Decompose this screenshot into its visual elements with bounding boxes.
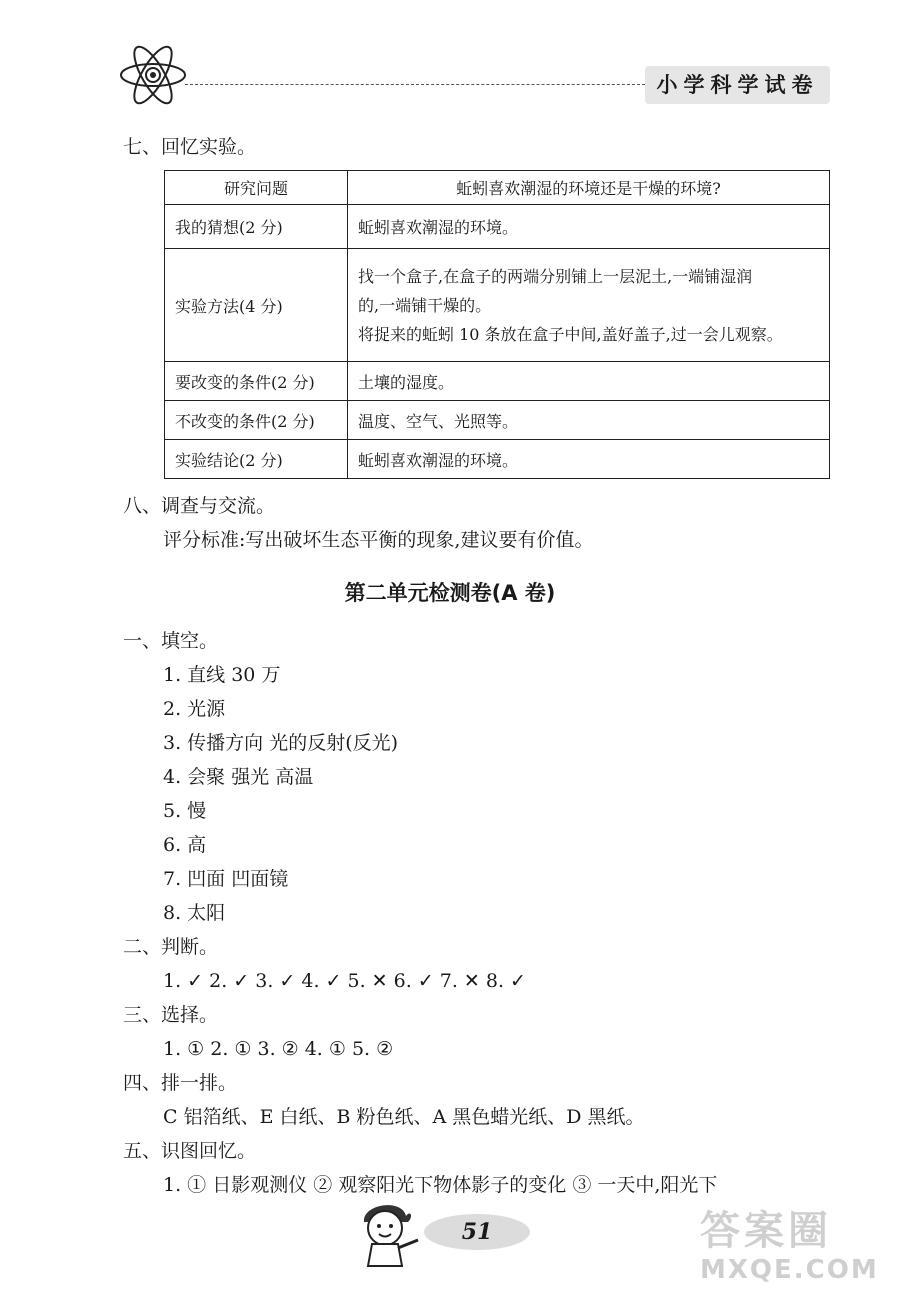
watermark-line2: MXQE.COM bbox=[700, 1255, 879, 1285]
part2-answers: 1. ✓ 2. ✓ 3. ✓ 4. ✓ 5. ✕ 6. ✓ 7. ✕ 8. ✓ bbox=[163, 970, 526, 992]
table-row bbox=[165, 249, 830, 362]
list-item: 4. 会聚 强光 高温 bbox=[163, 766, 314, 788]
list-item: 2. 光源 bbox=[163, 698, 226, 720]
table-cell-label: 不改变的条件(2 分) bbox=[165, 401, 348, 440]
method-line: 的,一端铺干燥的。 bbox=[358, 295, 492, 315]
table-cell-value bbox=[348, 249, 830, 362]
part5-answer: 1. ① 日影观测仪 ② 观察阳光下物体影子的变化 ③ 一天中,阳光下 bbox=[163, 1174, 718, 1196]
table-cell-label: 研究问题 bbox=[165, 171, 348, 205]
list-item: 3. 传播方向 光的反射(反光) bbox=[163, 732, 399, 754]
cartoon-boy-icon bbox=[352, 1196, 422, 1268]
page-number: 51 bbox=[461, 1219, 493, 1245]
table-row bbox=[165, 205, 830, 249]
section8-heading: 八、调查与交流。 bbox=[123, 495, 276, 517]
table-row bbox=[165, 401, 830, 440]
list-item: 1. 直线 30 万 bbox=[163, 664, 281, 686]
header-title: 小学科学试卷 bbox=[645, 66, 830, 104]
table-row bbox=[165, 440, 830, 479]
experiment-table bbox=[164, 170, 830, 479]
part4-heading: 四、排一排。 bbox=[123, 1072, 238, 1094]
header-rule bbox=[185, 84, 645, 85]
section7-heading: 七、回忆实验。 bbox=[123, 136, 257, 158]
method-line: 将捉来的蚯蚓 10 条放在盒子中间,盖好盖子,过一会儿观察。 bbox=[358, 324, 783, 344]
table-cell-value: 蚯蚓喜欢潮湿的环境。 bbox=[348, 205, 830, 249]
watermark-line1: 答案圈 bbox=[700, 1208, 832, 1254]
part2-heading: 二、判断。 bbox=[123, 936, 219, 958]
table-cell-label: 实验结论(2 分) bbox=[165, 440, 348, 479]
list-item: 7. 凹面 凹面镜 bbox=[163, 868, 289, 890]
atom-logo bbox=[118, 40, 188, 110]
list-item: 6. 高 bbox=[163, 834, 207, 856]
unit-title: 第二单元检测卷(A 卷) bbox=[344, 581, 556, 605]
table-row bbox=[165, 362, 830, 401]
part5-heading: 五、识图回忆。 bbox=[123, 1140, 257, 1162]
part1-heading: 一、填空。 bbox=[123, 630, 219, 652]
table-cell-label: 我的猜想(2 分) bbox=[165, 205, 348, 249]
table-cell-label: 实验方法(4 分) bbox=[165, 249, 348, 362]
watermark bbox=[700, 1208, 890, 1294]
section8-criteria: 评分标准:写出破坏生态平衡的现象,建议要有价值。 bbox=[163, 529, 594, 551]
mascot bbox=[352, 1196, 422, 1268]
table-cell-value: 蚯蚓喜欢潮湿的环境还是干燥的环境? bbox=[348, 171, 830, 205]
table-cell-label: 要改变的条件(2 分) bbox=[165, 362, 348, 401]
part3-answers: 1. ① 2. ① 3. ② 4. ① 5. ② bbox=[163, 1038, 394, 1060]
table-cell-value: 蚯蚓喜欢潮湿的环境。 bbox=[348, 440, 830, 479]
atom-icon bbox=[118, 40, 188, 110]
table-row bbox=[165, 171, 830, 205]
method-line: 找一个盒子,在盒子的两端分别铺上一层泥土,一端铺湿润 bbox=[358, 266, 753, 286]
list-item: 5. 慢 bbox=[163, 800, 207, 822]
list-item: 8. 太阳 bbox=[163, 902, 226, 924]
table-cell-value: 温度、空气、光照等。 bbox=[348, 401, 830, 440]
part3-heading: 三、选择。 bbox=[123, 1004, 219, 1026]
table-cell-value: 土壤的湿度。 bbox=[348, 362, 830, 401]
part4-answer: C 铝箔纸、E 白纸、B 粉色纸、A 黑色蜡光纸、D 黑纸。 bbox=[163, 1106, 645, 1128]
